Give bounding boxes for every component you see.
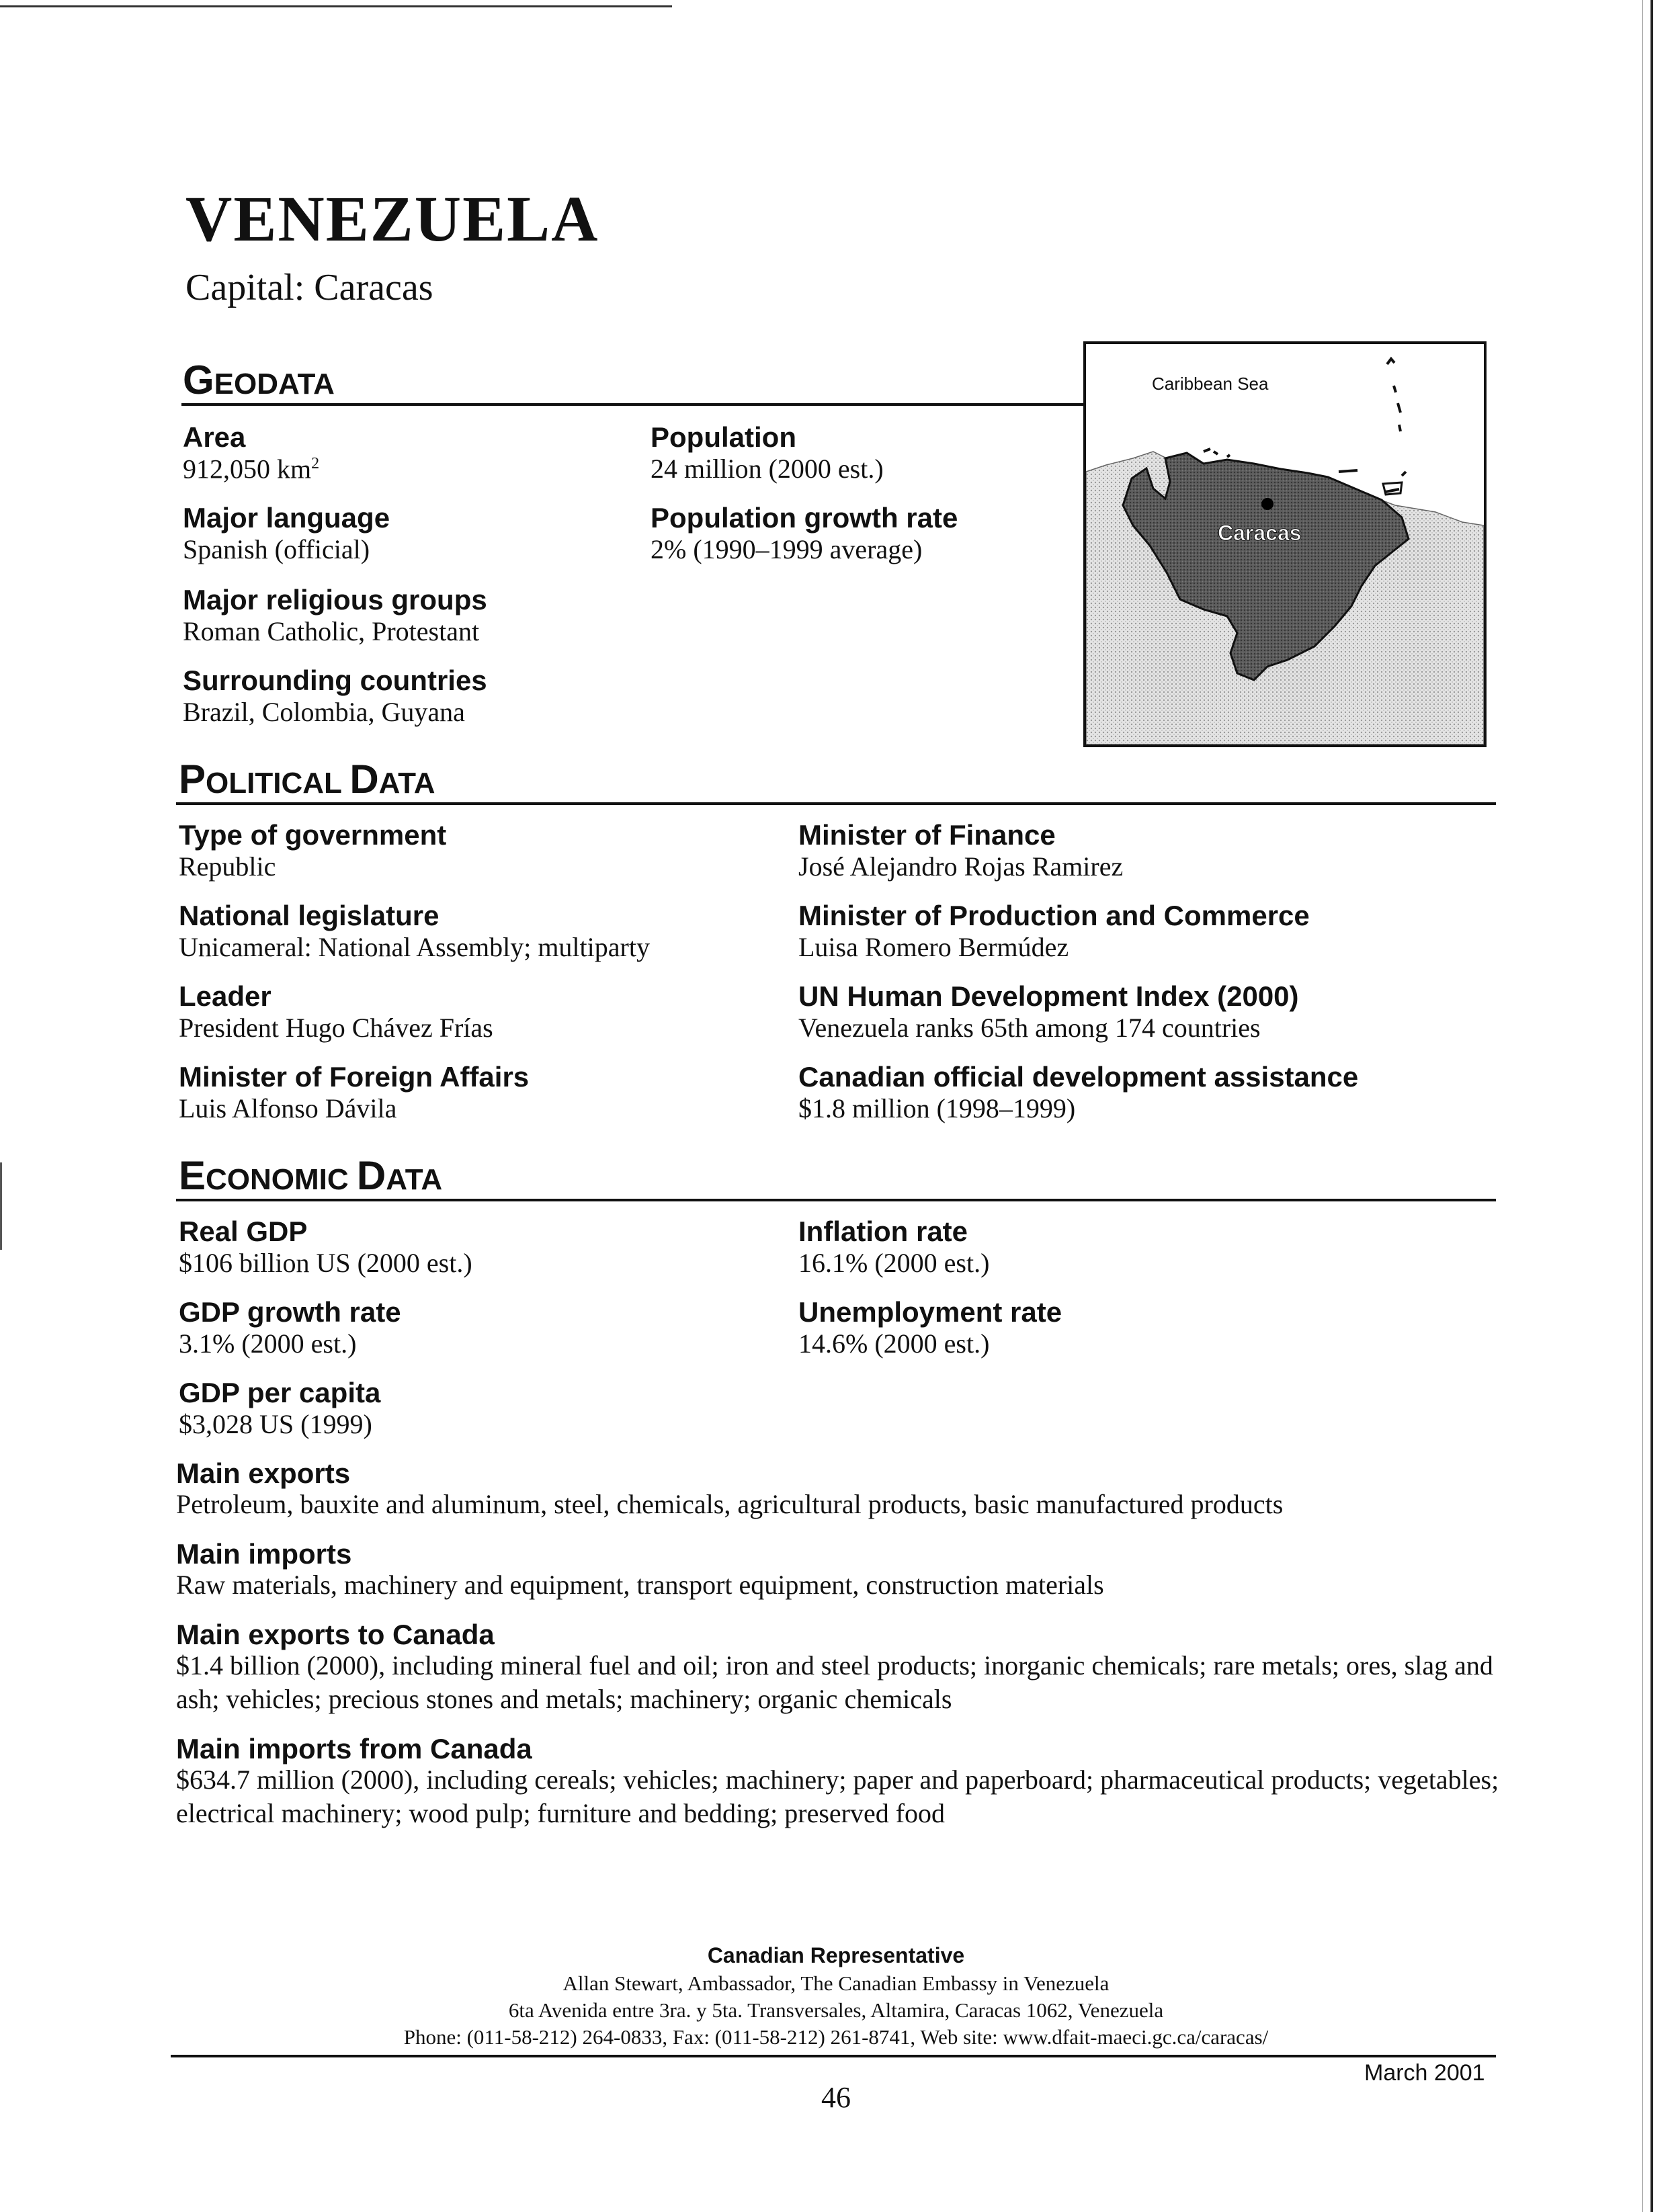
exports-to-canada-value: $1.4 billion (2000), including mineral fuel and oil; iron and steel products; inorganic chemicals; rare metals; ores, slag and ash; vehicles; precious stones and metals; machinery; organic chemicals	[176, 1650, 1493, 1714]
inflation-label: Inflation rate	[798, 1216, 968, 1247]
government-type-value: Republic	[179, 851, 276, 882]
surrounding-countries-value: Brazil, Colombia, Guyana	[183, 697, 465, 727]
government-type-label: Type of government	[179, 819, 447, 851]
caribbean-sea-label: Caribbean Sea	[1152, 374, 1269, 394]
population-label: Population	[651, 421, 796, 453]
footer-rule	[171, 2055, 1496, 2057]
main-imports-label: Main imports	[176, 1538, 352, 1570]
embassy-address: 6ta Avenida entre 3ra. y 5ta. Transversales, Altamira, Caracas 1062, Venezuela	[508, 1998, 1164, 2022]
area-label: Area	[183, 421, 246, 453]
population-growth-value: 2% (1990–1999 average)	[651, 534, 923, 564]
surrounding-countries-label: Surrounding countries	[183, 665, 487, 696]
main-exports-label: Main exports	[176, 1457, 351, 1489]
production-minister-value: Luisa Romero Bermúdez	[798, 932, 1069, 962]
canadian-representative-heading: Canadian Representative	[707, 1943, 965, 1967]
right-edge-thin-rule	[1642, 0, 1643, 2212]
leader-value: President Hugo Chávez Frías	[179, 1013, 493, 1043]
area-value	[183, 456, 319, 482]
main-exports-value: Petroleum, bauxite and aluminum, steel, chemicals, agricultural products, basic manufactured products	[176, 1489, 1284, 1519]
legislature-value: Unicameral: National Assembly; multiparty	[179, 932, 650, 962]
hdi-label: UN Human Development Index (2000)	[798, 980, 1299, 1012]
geodata-heading	[183, 357, 335, 402]
finance-minister-label: Minister of Finance	[798, 819, 1056, 851]
economic-heading-e: E	[179, 1153, 206, 1198]
political-heading-p: P	[179, 757, 206, 802]
right-edge-rule	[1650, 0, 1653, 2212]
imports-from-canada-label: Main imports from Canada	[176, 1733, 532, 1764]
unemployment-value: 14.6% (2000 est.)	[798, 1328, 990, 1359]
gdp-growth-label: GDP growth rate	[179, 1296, 401, 1328]
economic-heading-d: D	[356, 1153, 386, 1198]
exports-to-canada-label: Main exports to Canada	[176, 1619, 495, 1650]
real-gdp-value: $106 billion US (2000 est.)	[179, 1248, 472, 1278]
inflation-value: 16.1% (2000 est.)	[798, 1248, 990, 1278]
venezuela-map-graphic	[1086, 344, 1484, 745]
political-heading-d: D	[349, 757, 379, 802]
economic-rule	[176, 1199, 1496, 1201]
finance-minister-value: José Alejandro Rojas Ramirez	[798, 851, 1124, 882]
population-value: 24 million (2000 est.)	[651, 454, 884, 484]
geodata-rule	[181, 403, 1085, 406]
foreign-affairs-value: Luis Alfonso Dávila	[179, 1093, 397, 1123]
imports-from-canada-value: $634.7 million (2000), including cereals; vehicles; machinery; paper and paperboard; pharmaceutical products; vegetables; electrical machinery; wood pulp; furniture and bedding; preserved food	[176, 1764, 1499, 1828]
trinidad-island	[1383, 482, 1402, 495]
gdp-per-capita-value: $3,028 US (1999)	[179, 1409, 372, 1439]
religious-groups-label: Major religious groups	[183, 584, 487, 615]
publication-date: March 2001	[1364, 2060, 1485, 2086]
embassy-contact: Phone: (011-58-212) 264-0833, Fax: (011-58-212) 261-8741, Web site: www.dfait-maeci.gc.ca/caracas/	[403, 2025, 1269, 2049]
gdp-per-capita-label: GDP per capita	[179, 1377, 381, 1408]
oda-label: Canadian official development assistance	[798, 1061, 1359, 1093]
area-value-text: 912,050 km	[183, 454, 312, 484]
eastern-islands	[1387, 359, 1406, 476]
top-edge-rule	[0, 5, 672, 7]
page-title: VENEZUELA	[185, 183, 599, 255]
major-language-value: Spanish (official)	[183, 534, 370, 564]
page-number: 46	[821, 2081, 851, 2114]
main-imports-value: Raw materials, machinery and equipment, transport equipment, construction materials	[176, 1570, 1104, 1600]
legislature-label: National legislature	[179, 900, 440, 931]
economic-heading-ata: ATA	[386, 1163, 443, 1196]
population-growth-label: Population growth rate	[651, 502, 958, 534]
area-superscript: 2	[311, 455, 320, 472]
economic-data-heading	[179, 1153, 443, 1198]
religious-groups-value: Roman Catholic, Protestant	[183, 616, 480, 646]
venezuela-map	[1083, 341, 1487, 747]
political-data-heading	[179, 759, 435, 800]
oda-value: $1.8 million (1998–1999)	[798, 1093, 1076, 1123]
geodata-heading-rest: EODATA	[214, 368, 335, 400]
representative-name: Allan Stewart, Ambassador, The Canadian Embassy in Venezuela	[562, 1971, 1110, 1995]
political-rule	[176, 802, 1496, 805]
leader-label: Leader	[179, 980, 271, 1012]
production-minister-label: Minister of Production and Commerce	[798, 900, 1310, 931]
foreign-affairs-label: Minister of Foreign Affairs	[179, 1061, 530, 1093]
real-gdp-label: Real GDP	[179, 1216, 308, 1247]
gdp-growth-value: 3.1% (2000 est.)	[179, 1328, 357, 1359]
caracas-label: Caracas	[1218, 521, 1302, 545]
hdi-value: Venezuela ranks 65th among 174 countries	[798, 1013, 1261, 1043]
unemployment-label: Unemployment rate	[798, 1296, 1062, 1328]
caracas-dot	[1261, 498, 1273, 510]
capital-subtitle: Capital: Caracas	[185, 267, 433, 308]
left-edge-mark	[0, 1162, 2, 1250]
major-language-label: Major language	[183, 502, 390, 534]
political-heading-olitical: OLITICAL	[206, 767, 342, 800]
geodata-heading-initial: G	[183, 357, 214, 402]
political-heading-ata: ATA	[378, 767, 435, 800]
economic-heading-conomic: CONOMIC	[206, 1163, 349, 1196]
